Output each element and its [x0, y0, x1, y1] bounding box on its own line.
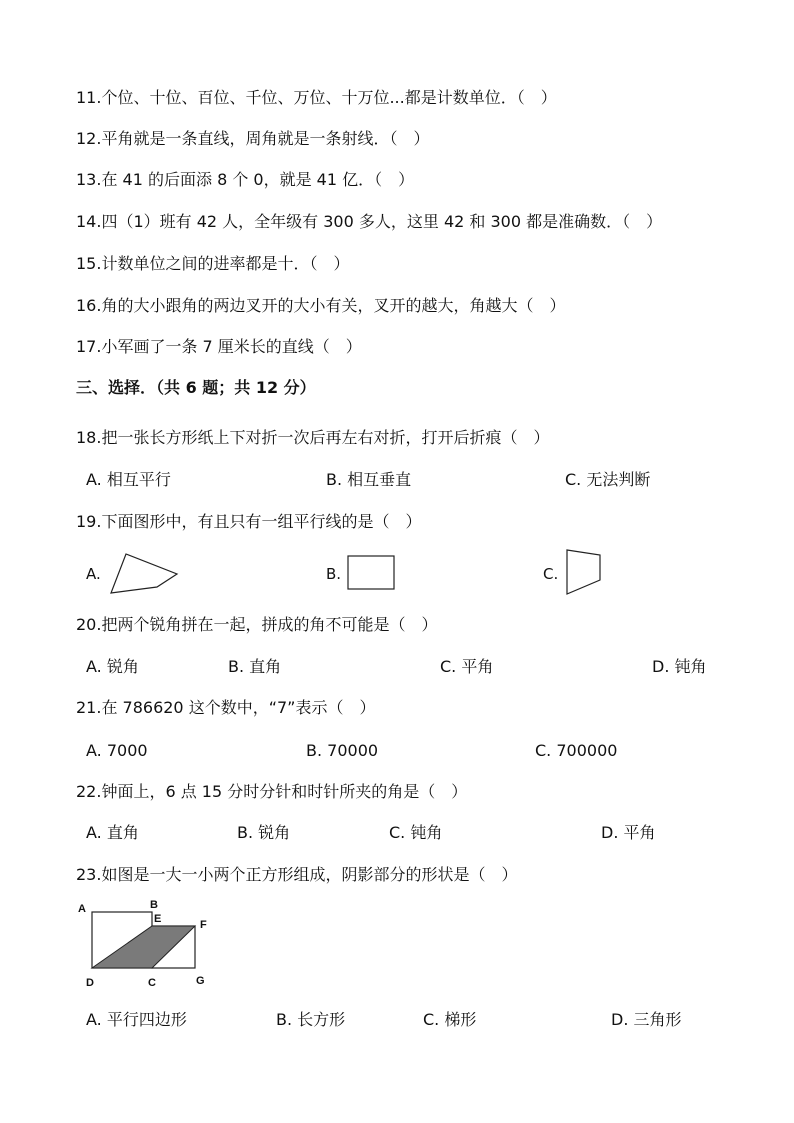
q19-option-c[interactable]: C. — [543, 565, 559, 583]
point-label-e: E — [154, 913, 162, 925]
q19-shape-c-trapezoid — [562, 546, 604, 598]
q20-option-c[interactable]: C. 平角 — [440, 657, 494, 676]
question-14: 14.四（1）班有 42 人，全年级有 300 多人，这里 42 和 300 都是准确数．（ ） — [76, 212, 663, 231]
q19-shape-a-quadrilateral — [105, 548, 185, 598]
q19-shape-b-rectangle — [346, 554, 398, 592]
q23-option-d[interactable]: D. 三角形 — [611, 1010, 682, 1029]
point-label-c: C — [148, 977, 156, 989]
question-17: 17.小军画了一条 7 厘米长的直线（ ） — [76, 337, 362, 356]
q21-option-a[interactable]: A. 7000 — [86, 741, 148, 760]
q22-option-a[interactable]: A. 直角 — [86, 823, 139, 842]
q20-option-b[interactable]: B. 直角 — [228, 657, 282, 676]
question-20: 20.把两个锐角拼在一起，拼成的角不可能是（ ） — [76, 615, 438, 634]
question-12: 12.平角就是一条直线，周角就是一条射线．（ ） — [76, 129, 430, 148]
section-heading: 三、选择．（共 6 题；共 12 分） — [76, 378, 316, 397]
question-19: 19.下面图形中，有且只有一组平行线的是（ ） — [76, 512, 422, 531]
point-label-f: F — [200, 919, 207, 931]
question-18: 18.把一张长方形纸上下对折一次后再左右对折，打开后折痕（ ） — [76, 428, 550, 447]
question-15: 15.计数单位之间的进率都是十．（ ） — [76, 254, 350, 273]
q23-option-c[interactable]: C. 梯形 — [423, 1010, 477, 1029]
q20-option-d[interactable]: D. 钝角 — [652, 657, 707, 676]
q20-option-a[interactable]: A. 锐角 — [86, 657, 139, 676]
question-11: 11.个位、十位、百位、千位、万位、十万位...都是计数单位．（ ） — [76, 88, 557, 107]
q22-option-b[interactable]: B. 锐角 — [237, 823, 291, 842]
point-label-b: B — [150, 899, 158, 911]
q22-option-c[interactable]: C. 钝角 — [389, 823, 443, 842]
question-21: 21.在 786620 这个数中，“7”表示（ ） — [76, 698, 376, 717]
q19-option-a[interactable]: A. — [86, 565, 101, 583]
question-13: 13.在 41 的后面添 8 个 0，就是 41 亿．（ ） — [76, 170, 415, 189]
q22-option-d[interactable]: D. 平角 — [601, 823, 656, 842]
question-16: 16.角的大小跟角的两边叉开的大小有关，叉开的越大，角越大（ ） — [76, 296, 566, 315]
question-22: 22.钟面上，6 点 15 分时分针和时针所夹的角是（ ） — [76, 782, 468, 801]
q19-option-b[interactable]: B. — [326, 565, 342, 583]
question-23: 23.如图是一大一小两个正方形组成，阴影部分的形状是（ ） — [76, 865, 518, 884]
q23-squares-figure — [74, 896, 214, 992]
point-label-g: G — [196, 975, 205, 987]
q21-option-b[interactable]: B. 70000 — [306, 741, 379, 760]
q21-option-c[interactable]: C. 700000 — [535, 741, 618, 760]
point-label-d: D — [86, 977, 94, 989]
q18-option-b[interactable]: B. 相互垂直 — [326, 470, 412, 489]
q18-option-c[interactable]: C. 无法判断 — [565, 470, 651, 489]
q23-option-b[interactable]: B. 长方形 — [276, 1010, 346, 1029]
q23-option-a[interactable]: A. 平行四边形 — [86, 1010, 187, 1029]
point-label-a: A — [78, 903, 86, 915]
q18-option-a[interactable]: A. 相互平行 — [86, 470, 171, 489]
